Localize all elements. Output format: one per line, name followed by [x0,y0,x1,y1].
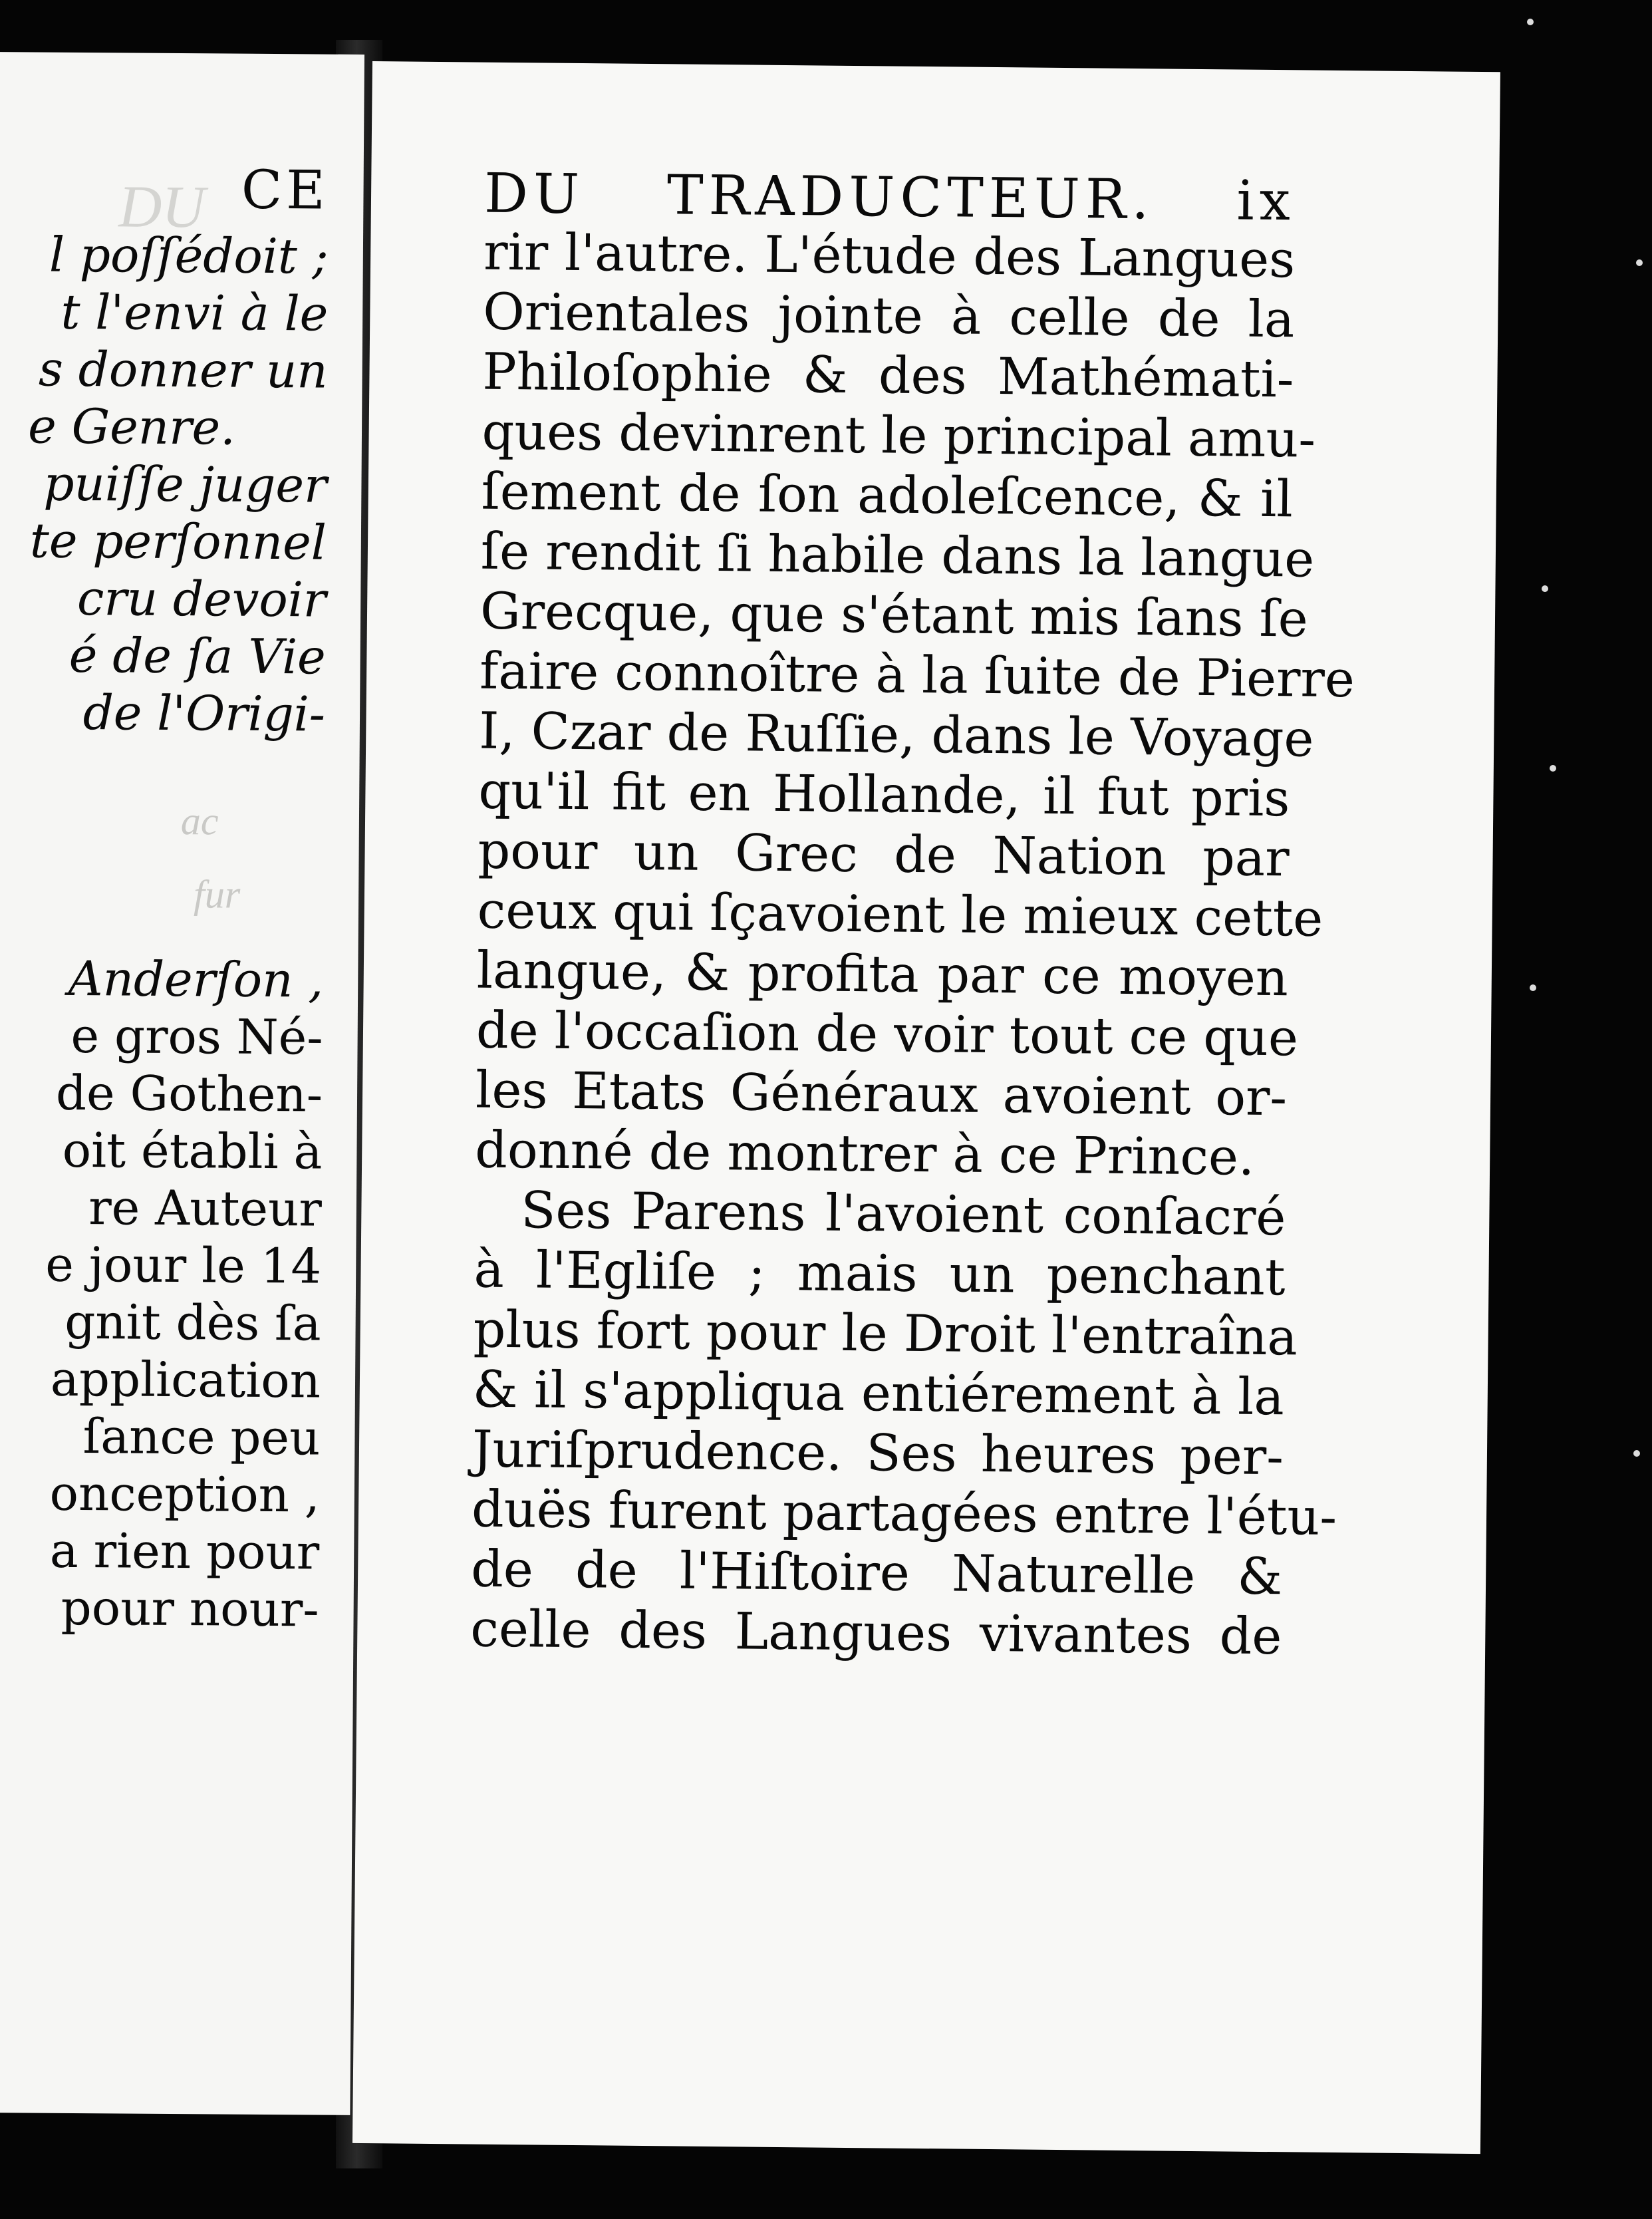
show-through-text: fur [193,872,241,917]
body-line: Orientales jointe à celle de la [482,281,1295,349]
left-line: pour nour- [61,1579,319,1638]
left-line: gnit dès ſa [64,1293,321,1352]
body-line: langue, & profita par ce moyen [476,940,1289,1008]
body-line: Philoſophie & des Mathémati- [482,341,1294,409]
body-line: de l'occaſion de voir tout ce que [476,1000,1299,1068]
left-line: puiſſe juger [43,455,327,514]
left-header-fragment: CE [241,158,329,222]
right-page [352,61,1500,2154]
body-line: faire connoître à la ſuite de Pierre [479,641,1355,709]
body-line: ſe rendit ſi habile dans la langue [480,521,1315,589]
body-line: pour un Grec de Nation par [478,820,1290,888]
body-line: Juriſprudence. Ses heures per- [472,1419,1284,1487]
left-line: te perſonnel [29,512,327,571]
left-line: s donner un [38,341,328,399]
body-line: à l'Egliſe ; mais un penchant [474,1239,1286,1307]
body-line: rir l'autre. L'étude des Langues [483,222,1296,289]
body-line: duës furent partagées entre l'étu- [471,1479,1337,1547]
page-number: ix [1236,169,1296,233]
left-page [0,52,364,2115]
body-line: de de l'Hiſtoire Naturelle & [470,1539,1283,1606]
body-line: ſement de ſon adoleſcence, & il [481,461,1294,529]
left-line: ſance peu [82,1408,321,1466]
dust-speck [1527,19,1534,25]
left-line: l poſſédoit ; [49,226,329,285]
left-line: re Auteur [88,1179,323,1237]
left-line: a rien pour [49,1522,320,1580]
dust-speck [1636,259,1643,266]
left-line: de l'Origi- [82,684,326,742]
left-line: cru devoir [76,569,327,628]
show-through-text: DU [118,174,206,241]
left-line: e gros Né- [70,1007,323,1066]
left-line: é de ſa Vie [69,627,326,685]
left-line: Anderſon , [68,950,324,1008]
running-head: DU TRADUCTEUR. [483,162,1155,232]
running-head-row [484,162,1296,233]
dust-speck [1550,765,1556,772]
dust-speck [1542,585,1548,592]
body-line: Grecque, que s'étant mis ſans ſe [480,581,1309,649]
body-line: ques devinrent le principal amu- [482,401,1316,469]
body-line: ceux qui ſçavoient le mieux cette [477,880,1323,948]
body-line: qu'il fit en Hollande, il fut pris [478,760,1290,828]
body-line: les Etats Généraux avoient or- [475,1060,1288,1127]
body-line: & il s'appliqua entiérement à la [472,1359,1285,1427]
left-line: oit établi à [62,1121,323,1180]
left-line: e Genre. [27,398,236,456]
left-line: de Gothen- [55,1064,323,1123]
body-line: donné de montrer à ce Prince. [474,1119,1255,1187]
left-line: onception , [49,1465,321,1523]
dust-speck [1530,984,1536,991]
body-line: celle des Langues vivantes de [470,1598,1282,1666]
left-line: application [50,1350,321,1409]
body-line: plus fort pour le Droit l'entraîna [473,1299,1298,1367]
paragraph-first-line: Ses Parens l'avoient conſacré [521,1180,1286,1247]
text-block [470,162,1355,1767]
show-through-text: ac [180,799,219,843]
dust-speck [1633,1450,1640,1457]
left-line: e jour le 14 [45,1236,322,1294]
left-line: t l'envi à le [61,283,329,342]
body-line: I, Czar de Ruſſie, dans le Voyage [478,700,1314,768]
